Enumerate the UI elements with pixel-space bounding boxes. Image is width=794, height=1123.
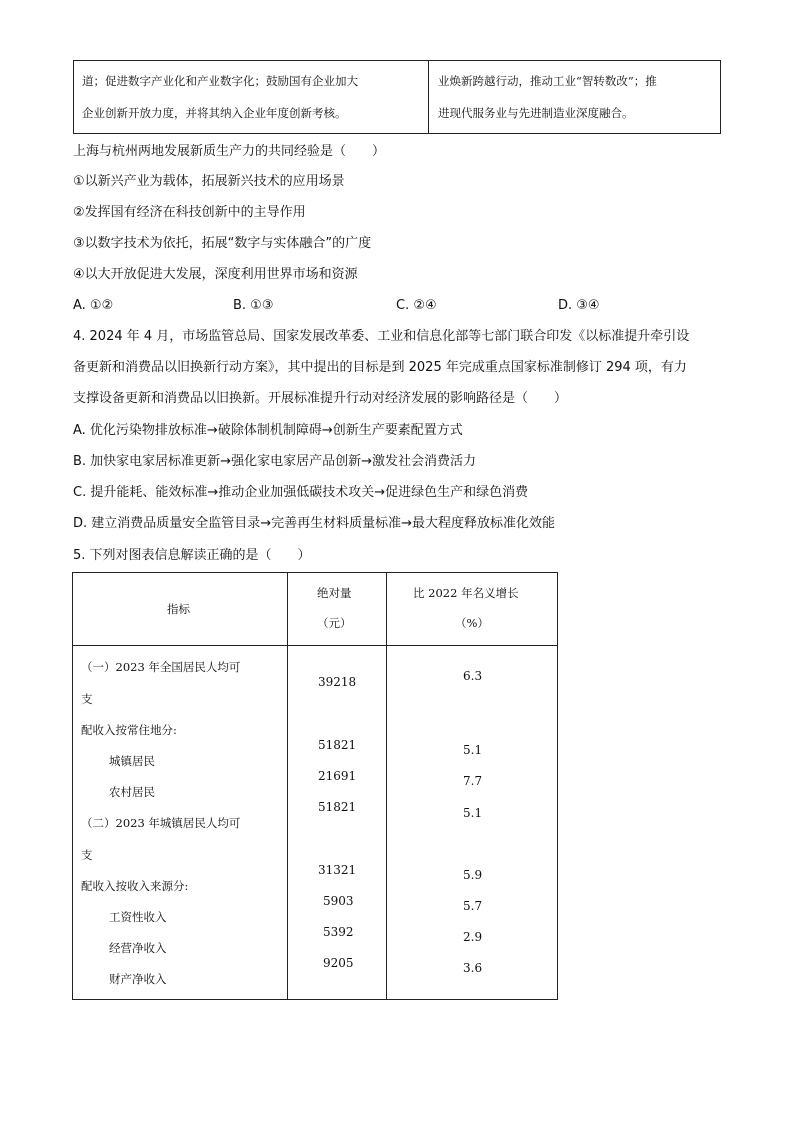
growth-value: 2.9 — [463, 930, 483, 944]
left-cell-line-1: 道；促进数字产业化和产业数字化；鼓励国有企业加大 — [82, 74, 358, 88]
abs-value: 21691 — [318, 769, 357, 783]
q4-option-c[interactable]: C. 提升能耗、能效标准→推动企业加强低碳技术攻关→促进绿色生产和绿色消费 — [73, 485, 529, 500]
label-national-line-3: 配收入按常住地分: — [81, 723, 177, 737]
abs-value: 9205 — [323, 956, 354, 970]
header-indicator: 指标 — [167, 602, 190, 616]
label-urban-section-line-3: 配收入按收入来源分: — [81, 879, 189, 893]
q3-statement-1: ①以新兴产业为载体，拓展新兴技术的应用场景 — [73, 174, 345, 189]
growth-value: 5.7 — [463, 899, 483, 913]
q3-option-c[interactable]: C. ②④ — [396, 298, 437, 313]
q4-stem-line-3: 支撑设备更新和消费品以旧换新。开展标准提升行动对经济发展的影响路径是（ ） — [73, 391, 568, 406]
q3-option-a[interactable]: A. ①② — [73, 298, 114, 313]
q3-statement-4: ④以大开放促进大发展，深度利用世界市场和资源 — [73, 267, 358, 282]
income-data-table — [72, 572, 558, 1000]
q4-option-a[interactable]: A. 优化污染物排放标准→破除体制机制障碍→创新生产要素配置方式 — [73, 423, 463, 438]
q5-stem: 5. 下列对图表信息解读正确的是（ ） — [73, 548, 311, 563]
column-divider-2 — [386, 573, 387, 999]
header-absolute-unit: （元） — [317, 616, 352, 630]
label-national-line-1: （一）2023 年全国居民人均可 — [81, 660, 241, 674]
q4-option-b[interactable]: B. 加快家电家居标准更新→强化家电家居产品创新→激发社会消费活力 — [73, 454, 476, 469]
q4-stem-line-2: 备更新和消费品以旧换新行动方案》，其中提出的目标是到 2025 年完成重点国家标准制修订 294 项，有力 — [73, 360, 687, 375]
growth-value: 3.6 — [463, 961, 483, 975]
header-growth-unit: （%） — [455, 616, 489, 630]
abs-value: 5392 — [323, 925, 354, 939]
abs-value: 39218 — [318, 675, 357, 689]
continued-comparison-table — [73, 60, 721, 134]
growth-value: 6.3 — [463, 669, 483, 683]
q3-option-d[interactable]: D. ③④ — [558, 298, 600, 313]
label-national-line-2: 支 — [81, 692, 93, 706]
q3-statement-2: ②发挥国有经济在科技创新中的主导作用 — [73, 205, 306, 220]
q3-statement-3: ③以数字技术为依托，拓展“数字与实体融合”的广度 — [73, 236, 372, 251]
growth-value: 5.1 — [463, 743, 483, 757]
label-property-income: 财产净收入 — [109, 972, 167, 986]
abs-value: 51821 — [318, 738, 357, 752]
growth-value: 7.7 — [463, 774, 483, 788]
label-urban: 城镇居民 — [109, 754, 155, 768]
label-urban-section-line-2: 支 — [81, 848, 93, 862]
column-divider-1 — [287, 573, 288, 999]
label-wage-income: 工资性收入 — [109, 910, 167, 924]
right-cell-line-1: 业焕新跨越行动，推动工业“智转数改”；推 — [438, 74, 657, 88]
abs-value: 31321 — [318, 863, 357, 877]
growth-value: 5.9 — [463, 868, 483, 882]
table-divider — [428, 61, 429, 133]
header-growth: 比 2022 年名义增长 — [413, 586, 519, 600]
growth-value: 5.1 — [463, 806, 483, 820]
left-cell-line-2: 企业创新开放力度，并将其纳入企业年度创新考核。 — [82, 106, 347, 120]
right-cell-line-2: 进现代服务业与先进制造业深度融合。 — [438, 106, 634, 120]
q4-option-d[interactable]: D. 建立消费品质量安全监管目录→完善再生材料质量标准→最大程度释放标准化效能 — [73, 516, 556, 531]
label-urban-section-line-1: （二）2023 年城镇居民人均可 — [81, 816, 241, 830]
q3-stem: 上海与杭州两地发展新质生产力的共同经验是（ ） — [73, 144, 386, 159]
label-rural: 农村居民 — [109, 785, 155, 799]
label-business-income: 经营净收入 — [109, 941, 167, 955]
q4-stem-line-1: 4. 2024 年 4 月，市场监管总局、国家发展改革委、工业和信息化部等七部门联合印发《以标准提升牵引设 — [73, 329, 690, 344]
abs-value: 51821 — [318, 800, 357, 814]
header-divider — [73, 645, 557, 646]
abs-value: 5903 — [323, 894, 354, 908]
header-absolute: 绝对量 — [317, 586, 352, 600]
q3-option-b[interactable]: B. ①③ — [233, 298, 274, 313]
